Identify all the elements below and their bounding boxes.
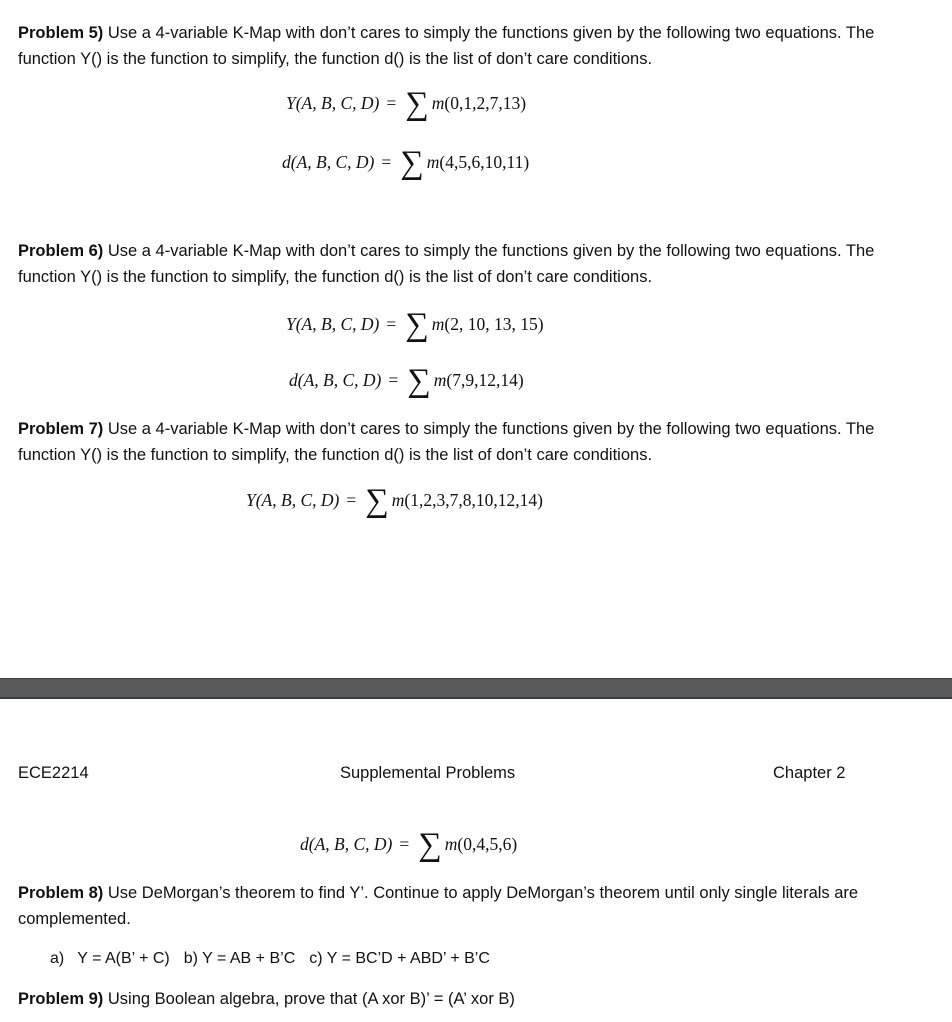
problem-5-statement <box>18 20 918 72</box>
equation-lhs: Y(A, B, C, D) <box>286 93 380 113</box>
equation-lhs: Y(A, B, C, D) <box>246 490 340 510</box>
problem-7-text: Use a 4-variable K-Map with don’t cares to simply the functions given by the following two equations. The function Y() is the function to simplify, the function d() is the list of don’t care conditions. <box>18 420 875 464</box>
sigma-symbol: ∑ <box>405 307 429 343</box>
problem-5-label: Problem 5) <box>18 24 104 42</box>
problem-8-statement <box>18 880 918 932</box>
equation-lhs: d(A, B, C, D) <box>282 152 375 172</box>
equals-sign: = <box>386 314 397 334</box>
problem-9-label: Problem 9) <box>18 990 104 1008</box>
problem-6-text: Use a 4-variable K-Map with don’t cares to simply the functions given by the following two equations. The function Y() is the function to simplify, the function d() is the list of don’t care conditions. <box>18 242 875 286</box>
minterm-symbol: m <box>433 370 447 390</box>
problem-8-part-c: c) Y = BC’D + ABD’ + B’C <box>309 950 490 967</box>
sigma-symbol: ∑ <box>407 363 431 399</box>
equals-sign: = <box>399 834 410 854</box>
problem-9-text: Using Boolean algebra, prove that (A xor B)’ = (A’ xor B) <box>103 990 515 1008</box>
problem-6-equation-y <box>286 308 544 341</box>
header-chapter: Chapter 2 <box>773 764 846 782</box>
problem-6-statement <box>18 238 918 290</box>
problem-7-statement <box>18 416 918 468</box>
problem-8-parts <box>50 947 504 971</box>
equals-sign: = <box>381 152 392 172</box>
minterm-symbol: m <box>444 834 458 854</box>
problem-7-equation-d <box>300 828 517 861</box>
problem-8-label: Problem 8) <box>18 884 104 902</box>
equation-lhs: d(A, B, C, D) <box>300 834 393 854</box>
equals-sign: = <box>386 93 397 113</box>
header-course: ECE2214 <box>18 764 89 782</box>
equation-lhs: Y(A, B, C, D) <box>286 314 380 334</box>
header-title: Supplemental Problems <box>340 764 516 782</box>
problem-9-statement <box>18 986 918 1012</box>
minterm-symbol: m <box>391 490 405 510</box>
problem-8-part-b: b) Y = AB + B’C <box>183 950 296 967</box>
problem-5-text: Use a 4-variable K-Map with don’t cares to simply the functions given by the following two equations. The function Y() is the function to simplify, the function d() is the list of don’t care conditions. <box>18 24 875 68</box>
equals-sign: = <box>346 490 357 510</box>
minterm-list: (1,2,3,7,8,10,12,14) <box>404 490 543 510</box>
problem-7-label: Problem 7) <box>18 420 104 438</box>
minterm-list: (0,1,2,7,13) <box>444 93 527 113</box>
equation-lhs: d(A, B, C, D) <box>289 370 382 390</box>
problem-8-text: Use DeMorgan’s theorem to find Y’. Continue to apply DeMorgan’s theorem until only single literals are complemented. <box>18 884 859 928</box>
minterm-symbol: m <box>431 314 445 334</box>
minterm-symbol: m <box>431 93 445 113</box>
problem-6-label: Problem 6) <box>18 242 104 260</box>
problem-7-equation-y <box>246 484 543 517</box>
minterm-list: (4,5,6,10,11) <box>439 152 530 172</box>
minterm-symbol: m <box>426 152 440 172</box>
problem-5-equation-y <box>286 87 526 120</box>
problem-5-equation-d <box>282 146 529 179</box>
sigma-symbol: ∑ <box>365 483 389 519</box>
equals-sign: = <box>388 370 399 390</box>
sigma-symbol: ∑ <box>400 145 424 181</box>
sigma-symbol: ∑ <box>405 86 429 122</box>
minterm-list: (2, 10, 13, 15) <box>444 314 544 334</box>
sigma-symbol: ∑ <box>418 827 442 863</box>
minterm-list: (7,9,12,14) <box>446 370 524 390</box>
minterm-list: (0,4,5,6) <box>457 834 518 854</box>
problem-6-equation-d <box>289 364 524 397</box>
page-break-divider <box>0 678 952 699</box>
problem-8-part-a: a) Y = A(B’ + C) <box>50 950 170 967</box>
